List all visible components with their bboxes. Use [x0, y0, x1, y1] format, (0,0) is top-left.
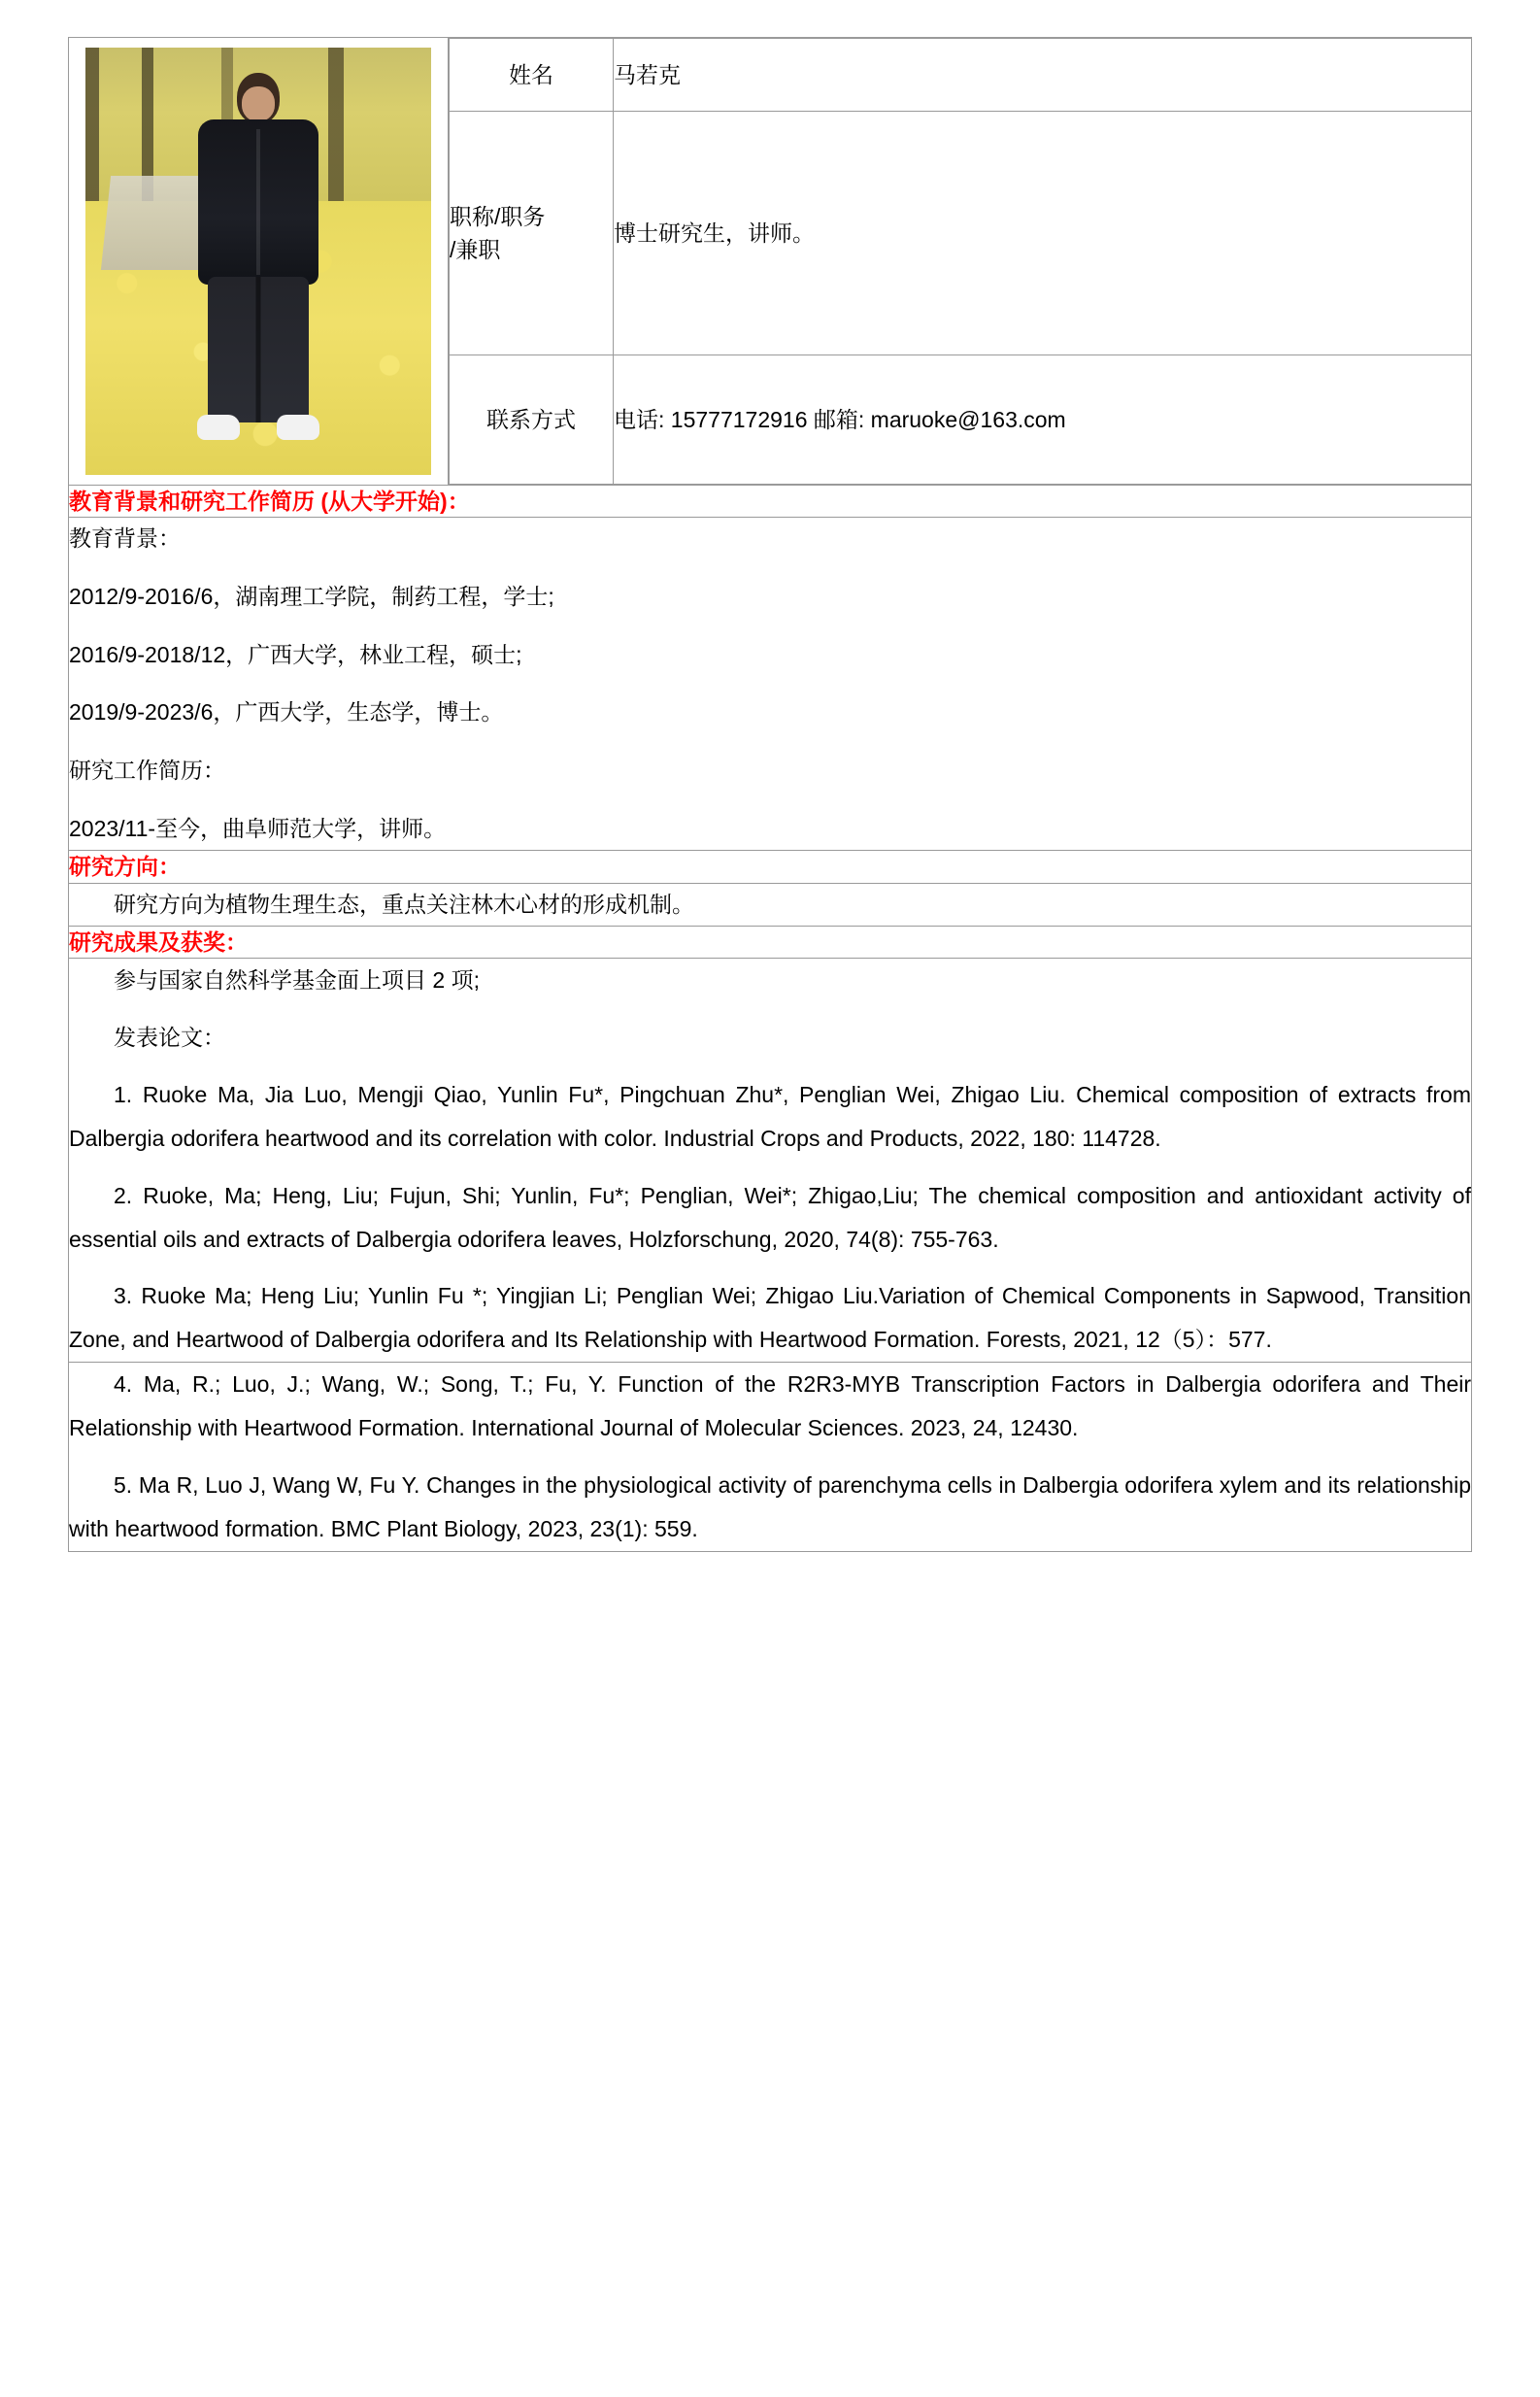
portrait-photo	[85, 48, 431, 475]
value-contact: 电话: 15777172916 邮箱: maruoke@163.com	[614, 355, 1472, 485]
achievements-body-row-2	[69, 1363, 1472, 1551]
achievements-body-continued	[69, 1363, 1472, 1551]
photo-person-pants	[208, 277, 309, 422]
label-name: 姓名	[450, 39, 614, 112]
label-title	[450, 112, 614, 355]
photo-person-shoe-right	[277, 415, 319, 440]
photo-person-head	[237, 73, 280, 123]
research-line: 研究方向为植物生理生态，重点关注林木心材的形成机制。	[114, 891, 694, 917]
cv-table	[68, 37, 1472, 1552]
photo-cell	[69, 38, 449, 486]
value-title: 博士研究生，讲师。	[614, 112, 1472, 355]
research-header: 研究方向：	[69, 851, 1472, 883]
photo-person	[185, 73, 331, 440]
education-line: 研究工作简历：	[69, 757, 225, 783]
row-contact	[450, 355, 1472, 485]
achievements-intro-line: 参与国家自然科学基金面上项目 2 项;	[114, 967, 480, 994]
row-name	[450, 39, 1472, 112]
publication-item: 2. Ruoke, Ma; Heng, Liu; Fujun, Shi; Yunlin, Fu*; Penglian, Wei*; Zhigao,Liu; The chemical composition and antioxidant activity of essential oils and extracts of Dalbergia odorifera leaves, Holzforschung, 2020, 74(8): 755-763.	[69, 1182, 1471, 1252]
education-line: 2019/9-2023/6，广西大学，生态学，博士。	[69, 699, 504, 726]
label-contact: 联系方式	[450, 355, 614, 485]
education-body	[69, 518, 1472, 851]
education-header-row	[69, 486, 1472, 518]
education-header: 教育背景和研究工作简历 (从大学开始)：	[69, 486, 1472, 518]
photo-person-coat	[198, 119, 318, 285]
publication-item: 5. Ma R, Luo J, Wang W, Fu Y. Changes in the physiological activity of parenchyma cells in Dalbergia odorifera xylem and its relationship with heartwood formation. BMC Plant Biology, 2023, 23(1): 559.	[69, 1471, 1471, 1541]
education-body-row	[69, 518, 1472, 851]
education-line: 2012/9-2016/6，湖南理工学院，制药工程，学士;	[69, 583, 554, 609]
education-line: 教育背景：	[69, 525, 181, 552]
identity-info-cell	[449, 38, 1472, 486]
publication-item: 4. Ma, R.; Luo, J.; Wang, W.; Song, T.; Fu, Y. Function of the R2R3-MYB Transcription Factors in Dalbergia odorifera and Their Relationship with Heartwood Formation. International Journal of Molecular Sciences. 2023, 24, 12430.	[69, 1371, 1471, 1440]
label-title-line2: /兼职	[450, 237, 501, 262]
value-name: 马若克	[614, 39, 1472, 112]
achievements-body-row	[69, 959, 1472, 1363]
achievements-intro-line: 发表论文：	[114, 1025, 225, 1051]
publication-item: 1. Ruoke Ma, Jia Luo, Mengji Qiao, Yunlin Fu*, Pingchuan Zhu*, Penglian Wei, Zhigao Liu. Chemical composition of extracts from Dalbergia odorifera heartwood and its correlation with color. Industrial Crops and Products, 2022, 180: 114728.	[69, 1082, 1471, 1151]
achievements-body	[69, 959, 1472, 1363]
photo-person-face	[242, 86, 275, 121]
photo-person-shoe-left	[197, 415, 240, 440]
achievements-header-row	[69, 927, 1472, 959]
label-title-line1: 职称/职务	[450, 203, 546, 229]
education-line: 2016/9-2018/12，广西大学，林业工程，硕士;	[69, 641, 522, 667]
row-title	[450, 112, 1472, 355]
identity-row	[69, 38, 1472, 486]
education-line: 2023/11-至今，曲阜师范大学，讲师。	[69, 815, 447, 841]
achievements-header: 研究成果及获奖：	[69, 927, 1472, 959]
research-body	[69, 883, 1472, 927]
research-body-row	[69, 883, 1472, 927]
research-header-row	[69, 851, 1472, 883]
publication-item: 3. Ruoke Ma; Heng Liu; Yunlin Fu *; Yingjian Li; Penglian Wei; Zhigao Liu.Variation of Chemical Components in Sapwood, Transition Zone, and Heartwood of Dalbergia odorifera and Its Relationship with Heartwood Formation. Forests, 2021, 12（5）：577.	[69, 1283, 1471, 1353]
identity-info-table	[449, 38, 1472, 485]
